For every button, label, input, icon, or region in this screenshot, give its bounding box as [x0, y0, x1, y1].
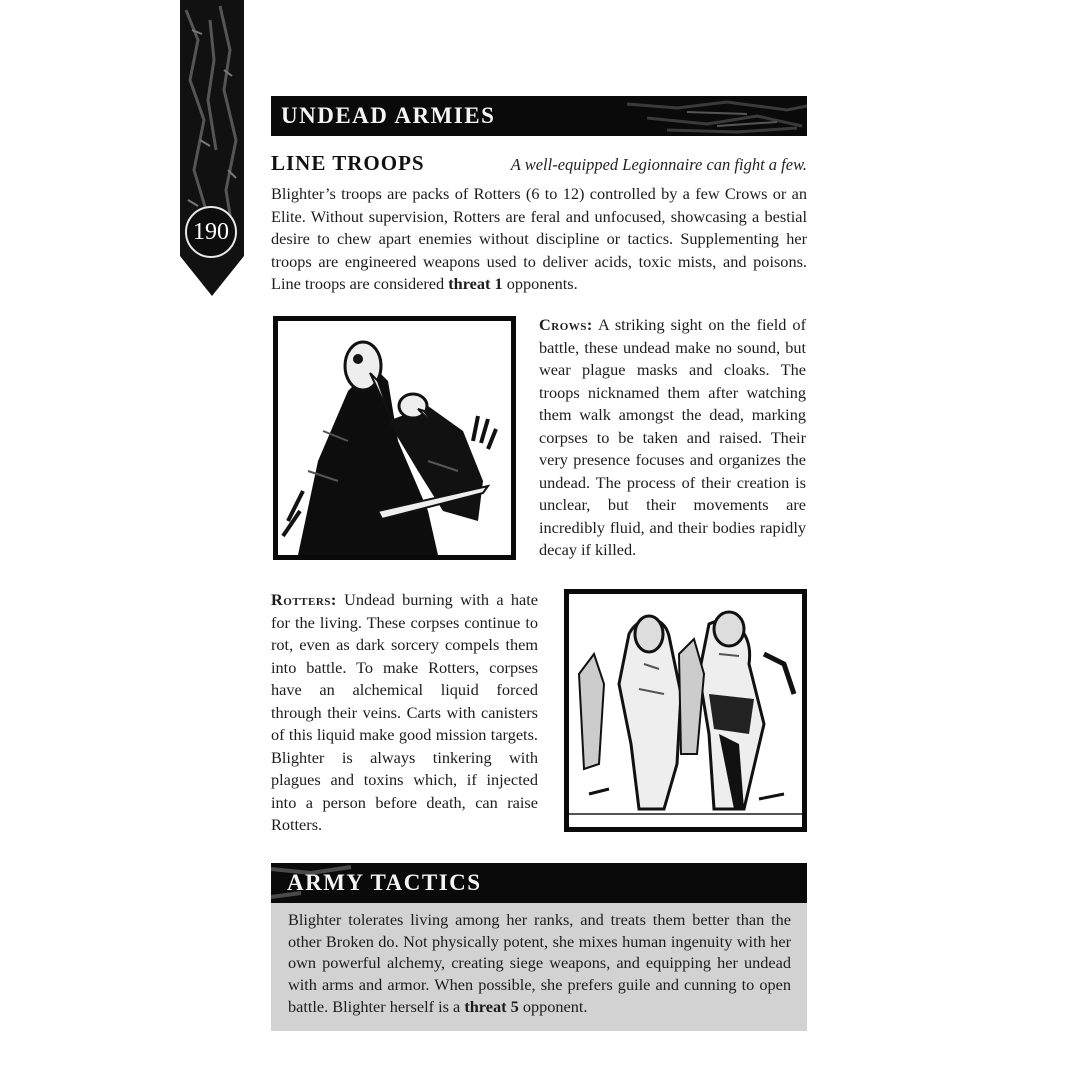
section-title: UNDEAD ARMIES: [281, 103, 496, 128]
crows-term: Crows:: [539, 315, 593, 334]
intro-text-end: opponents.: [502, 274, 578, 293]
crows-text: A striking sight on the field of battle, these undead make no sound, but wear plague masks and cloaks. The troops nicknamed them after watching them walk amongst the dead, marking corpses to be taken and raised. Their very presence focuses and organizes the undead. The process of their creation is unclear, but their movements are incredibly fluid, and their bodies rapidly decay if killed.: [539, 315, 806, 559]
line-troops-tagline: A well-equipped Legionnaire can fight a few.: [510, 155, 807, 174]
line-troops-header: [271, 151, 807, 179]
blighter-threat-level: threat 5: [464, 996, 519, 1016]
intro-text: Blighter’s troops are packs of Rotters (6 to 12) controlled by a few Crows or an Elite. Without supervision, Rotters are feral and unfocused, showcasing a bestial desire to chew apart enemies without discipline or tactics. Supplementing her troops are engineered weapons used to deliver acids, toxic mists, and poisons. Line troops are considered: [271, 184, 807, 293]
tactics-text: Blighter tolerates living among her ranks, and treats them better than the other Broken do. Not physically potent, she mixes human ingenuity with her own powerful alchemy, creating siege weapons, and equipping her undead with arms and armor. When possible, she prefers guile and cunning to open battle. Blighter herself is a: [288, 910, 791, 1016]
tactics-text-end: opponent.: [518, 996, 588, 1016]
army-tactics-sidebar: [271, 903, 807, 1031]
section-title-banner: [271, 96, 807, 136]
rotters-text: Undead burning with a hate for the living. These corpses continue to rot, even as dark sorcery compels them into battle. To make Rotters, corpses have an alchemical liquid forced through their veins. Carts with canisters of this liquid make good mission targets. Blighter is always tinkering with plagues and toxins which, if injected into a person before death, can raise Rotters.: [271, 590, 538, 834]
army-tactics-body: [288, 909, 791, 1018]
threat-level: threat 1: [448, 274, 503, 293]
rotting-undead-horde-illustration: [564, 589, 807, 832]
brush-texture: [587, 96, 807, 136]
rotters-description: [271, 589, 538, 837]
line-troops-body: [271, 183, 807, 296]
army-tactics-title: ARMY TACTICS: [287, 870, 482, 895]
line-troops-title: LINE TROOPS: [271, 151, 425, 175]
crows-description: [539, 314, 806, 562]
page-number: 190: [185, 206, 237, 258]
plague-mask-crows-illustration: [273, 316, 516, 560]
rotters-term: Rotters:: [271, 590, 337, 609]
army-tactics-banner: [271, 863, 807, 903]
